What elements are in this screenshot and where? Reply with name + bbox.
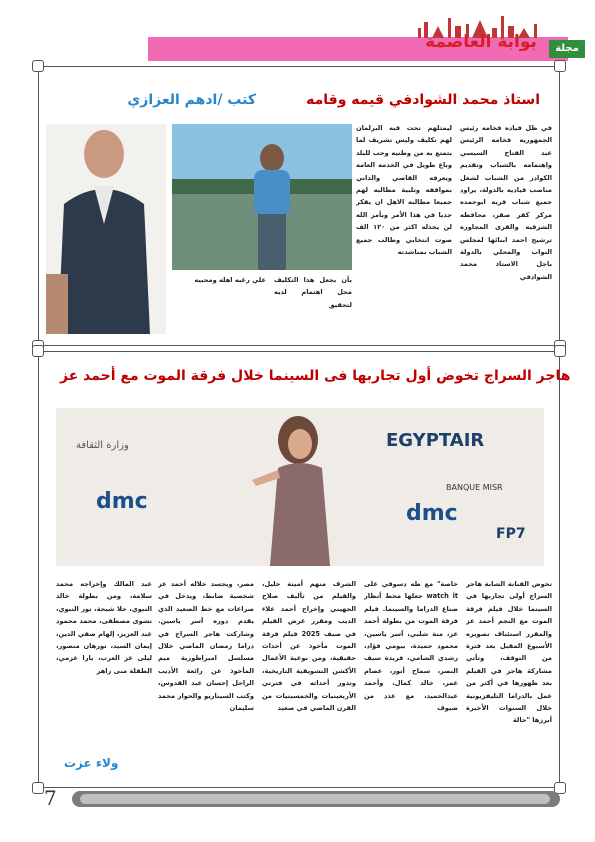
article2-photo-red-carpet [56, 408, 544, 566]
photo-text-bank: BANQUE MISR [446, 483, 503, 492]
page-number: 7 [44, 786, 57, 810]
article2-column: تخوض الفنانة الشابة هاجر السراج أولى تجاربها في السينما خلال فيلم فرقة الموت مع النجم أحمد عز والمقرر استئناف تصويره الأسبوع المقبل بعد فترة من التوقف، وتأتي مشاركة هاجر في الفيلم بعد ظهورها في أكثر من عمل بالدراما التليفزيونية خلال السنوات الأخيرة أبرزها "حالة [466, 580, 552, 725]
article1-column: في ظل قياده فخامه رئيس الجمهوريه فخامه الرئيس عبد الفتاح السيسي واهتمامه بالشباب وتقديم الكوادر من الشباب لشغل مناصب قياديه بالدولة، يراود جميع شباب قريه ابوحمده مركز كفر صقر، محافظه الشرقيه والقرى المجاوره ترشيح احمد ابنائها لمجلس النواب والمحلي بالدولة باجل الاستاذ محمد الشوادفي [460, 124, 552, 281]
site-logo [408, 14, 548, 60]
article1-column: علي رغبه اهله ومحبيه [194, 276, 266, 284]
frame-corner [32, 782, 44, 794]
magazine-label: مجلة [549, 40, 585, 58]
frame-corner [554, 345, 566, 357]
photo-text-fp7: FP7 [496, 526, 526, 542]
article1-photo-portrait [46, 124, 166, 334]
photo-text-dmc-2: dmc [406, 501, 458, 526]
frame-corner [32, 60, 44, 72]
article2-column: خاصة" مع طه دسوقي على watch it جعلها محط أنظار صناع الدراما والسينما. فيلم فرقة الموت من بطولة أحمد عز، منة شلبي، آسر ياسين، محمود حميدة، بيومي فؤاد، رشدي الشامي، فريدة سيف النصر، سماح أنور، عصام عمر، خالد كمال، وأحمد عبدالحميد، مع عدد من ضيوف [364, 580, 458, 713]
photo-text-ministry: وزارة الثقافة [76, 440, 129, 451]
photo-text-dmc: dmc [96, 489, 148, 514]
frame-corner [554, 60, 566, 72]
article1-column: بأن يجعل هذا التكليف محل اهتمام لديه لتحقيق [274, 276, 352, 309]
article1-photo-riverside [172, 124, 352, 270]
footer-bar-inner [80, 794, 550, 804]
frame-corner [32, 345, 44, 357]
article2-column: عبد المالك وإخراجه محمد سلامة، ومن بطولة خالد النبوي، حلا شيحة، نور النبوي، نشوى مصطفى، محمد محمود عبد العزيز، إلهام صفي الدين، إيمان السيد، نورهان منصور، ليلى عز العرب، يارا عزمي، الطفلة منى زاهر [56, 580, 152, 675]
photo-text-egyptair: EGYPTAIR [386, 430, 485, 451]
article2-signature: ولاء عزت [64, 756, 119, 770]
article2-column: الشرف منهم أمينة خليل، والفيلم من تأليف صلاح الجهيني وإخراج أحمد علاء الديب ومقرر عرض الفيلم في صيف 2025 فيلم فرقة الموت مأخوذ عن أحداث حقيقية، ومن نوعية الأعمال الأكشن التشويقية التاريخية، وتدور أحداثه في فترتي الأربعينيات والخمسينيات من القرن الماضي في صعيد [262, 580, 356, 713]
logo-text: بوابة العاصمة [425, 32, 537, 52]
article2-column: مصر، ويجسد خلاله أحمد عز شخصية ضابط، ويدخل في صراعات مع خط الصعيد الذي يقدم دوره آسر ياسين. وشاركت هاجر السراج في دراما رمضان الماضي خلال مسلسل امبراطورية ميم المأخوذ عن رائعة الأديب الراحل إحسان عبد القدوس، وكتب السيناريو والحوار محمد سليمان [158, 580, 254, 713]
article1-column: ليمثلهم تحت قبه البرلمان لهم تكليف وليس تشريف لما يتمتع به من وطنيه وحب للبلد وباع طويل في الخدمه العامه ويعرفه القاصي والداني بمواقفه وتلبية مطالبه لهم جميعا مطالبه الاهل ان يفكر جديا في هذا الأمر وبأمر الله لن يخذله اكثر من ١٢٠ الف صوت انتخابي وطالب جميع الشباب بمناشدته [356, 124, 452, 257]
article2-title: هاجر السراج تخوض أول تجاربها فى السينما خلال فرقة الموت مع أحمد عز [60, 368, 571, 384]
article1-author: كتب /ادهم العزازي [127, 92, 256, 108]
article1-title: استاذ محمد الشوادفي قيمه وقامه [306, 92, 540, 108]
